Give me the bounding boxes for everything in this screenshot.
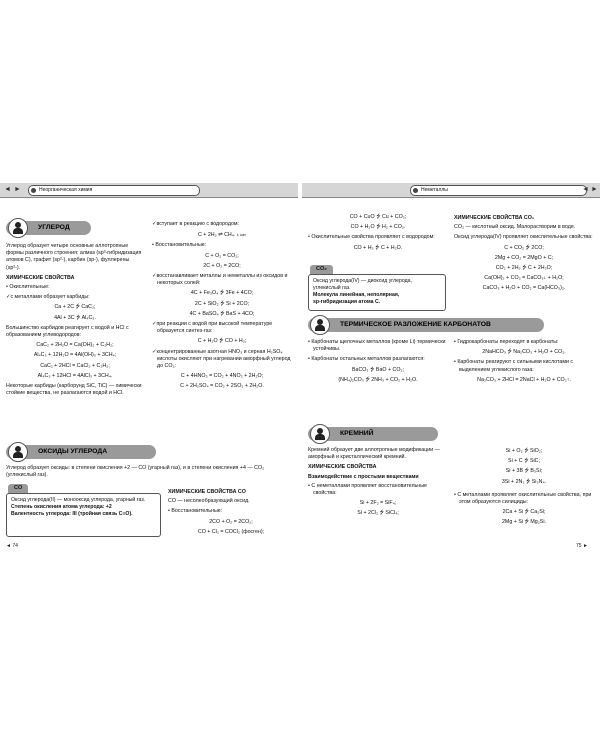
equation-text: C + 2H₂ ⇌ CH₄. bbox=[198, 232, 236, 239]
right-page-number: 75 ► bbox=[576, 543, 588, 549]
equation: 4Al + 3C ⭍ Al₄C₃. bbox=[54, 314, 96, 321]
co2-box-line: sp-гибридизация атома С. bbox=[313, 299, 381, 305]
carbon-intro: Углерод образует четыре основные аллотропные формы различного строения: алмаз (sp³-гибридизация атомов С), графит (sp²-), карбин (sp-), фуллерены (sp²-). bbox=[6, 243, 142, 271]
silicon-column-2 bbox=[454, 447, 594, 530]
equation: 2NaHCO₃ ⭍ Na₂CO₃ + H₂O + CO₂. bbox=[482, 349, 566, 356]
co2-infobox bbox=[308, 274, 446, 311]
equation: 3Si + 2N₂ ⭍ Si₃N₄. bbox=[501, 478, 547, 485]
decomposition-column-1 bbox=[308, 339, 448, 387]
equation: C + 2H₂SO₄ = CO₂ + 2SO₂ + 2H₂O. bbox=[180, 383, 264, 390]
student-icon bbox=[310, 424, 330, 444]
equation: Si + 2Cl₂ ⭍ SiCl₄; bbox=[357, 510, 399, 517]
acids-note: ✓концентрированные азотная HNO₃ и серная H₂SO₄ кислоты окисляют при нагревании аморфный углерод до CO₂: bbox=[152, 348, 291, 370]
co-box-line: Оксид углерода(II) — монооксид углерода, угарный газ. bbox=[11, 497, 146, 503]
silicon-chem-title: ХИМИЧЕСКИЕ СВОЙСТВА bbox=[308, 464, 377, 471]
decomposition-note: • Карбонаты щелочных металлов (кроме Li) термически устойчивы. bbox=[308, 339, 446, 353]
equation: (NH₄)₂CO₃ ⭍ 2NH₃ + CO₂ + H₂O. bbox=[338, 376, 418, 383]
equation: Ca(OH)₂ + CO₂ = CaCO₃↓ + H₂O; bbox=[484, 275, 564, 282]
section-carbon bbox=[6, 221, 91, 235]
co-chem-title: ХИМИЧЕСКИЕ СВОЙСТВА CO bbox=[168, 489, 246, 495]
co2-intro: CO₂ — кислотный оксид. Малорастворим в воде. bbox=[454, 224, 576, 231]
section-silicon bbox=[308, 427, 438, 441]
next-arrow-icon[interactable]: ► bbox=[591, 186, 598, 193]
left-header-title: Неорганическая химия bbox=[39, 187, 93, 193]
reducing-title: • Восстановительные: bbox=[152, 242, 207, 249]
decomposition-note: • Карбонаты остальных металлов разлагаются: bbox=[308, 356, 425, 363]
equation: 2Mg + CO₂ = 2MgO + C; bbox=[494, 254, 554, 261]
section-decomposition-title: ТЕРМИЧЕСКОЕ РАЗЛОЖЕНИЕ КАРБОНАТОВ bbox=[340, 321, 491, 328]
co2-box-line: Оксид углерода(IV) — диоксид углерода, углекислый газ. bbox=[313, 278, 412, 291]
co-box-line: Валентность углерода: III (тройная связь C≡O). bbox=[11, 511, 133, 517]
equation: 2CO + O₂ = 2CO₂; bbox=[209, 518, 253, 525]
co-reducing-title: • Восстановительные: bbox=[168, 508, 223, 515]
co2-box-line: Молекула линейная, неполярная, bbox=[313, 292, 400, 298]
left-page bbox=[0, 183, 298, 553]
carbon-column-1 bbox=[6, 243, 144, 400]
equation: 2C + O₂ = 2CO; bbox=[203, 262, 241, 269]
co2-tag: CO₂ bbox=[310, 265, 333, 274]
co2-oxidizing: Оксид углерода(IV) проявляет окислительные свойства: bbox=[454, 234, 593, 241]
silicon-metals-note: • С металлами проявляет окислительные свойства, при этом образуются силициды: bbox=[454, 491, 592, 506]
section-oxides bbox=[6, 445, 156, 459]
section-title-pill bbox=[28, 185, 200, 196]
equation: C + CO₂ ⭍ 2CO; bbox=[504, 244, 544, 251]
bullet-icon bbox=[413, 188, 418, 193]
right-page bbox=[302, 183, 600, 553]
equation: 2Mg + Si ⭍ Mg₂Si. bbox=[501, 519, 546, 526]
silicon-simple-title: Взаимодействие с простыми веществами bbox=[308, 473, 419, 480]
co-box-line: Степень окисления атома углерода: +2 bbox=[11, 504, 112, 510]
equation: CO + H₂ ⭍ C + H₂O. bbox=[353, 244, 403, 251]
bullet-icon bbox=[31, 188, 36, 193]
equation: 4C + BaSO₄ ⭍ BaS + 4CO; bbox=[189, 310, 255, 317]
equation: CO + CuO ⭍ Cu + CO₂; bbox=[349, 214, 407, 220]
left-header-bar bbox=[0, 183, 298, 198]
equation: Si + C ⭍ SiC; bbox=[508, 458, 540, 465]
oxides-intro bbox=[6, 465, 292, 482]
decomposition-note: • Гидрокарбонаты переходят в карбонаты: bbox=[454, 339, 559, 345]
prev-arrow-icon[interactable]: ◄ bbox=[582, 186, 589, 193]
equation: C + O₂ = CO₂; bbox=[205, 252, 239, 259]
right-header-title: Неметаллы bbox=[421, 187, 448, 193]
equation: Si + O₂ ⭍ SiO₂; bbox=[505, 448, 543, 454]
equation: 2Ca + Si ⭍ Ca₂Si; bbox=[502, 509, 546, 516]
student-icon bbox=[8, 218, 28, 238]
co-tag: CO bbox=[8, 484, 28, 493]
silicon-column-1 bbox=[308, 447, 448, 521]
prev-arrow-icon[interactable]: ◄ bbox=[4, 186, 11, 193]
equation: CO + H₂O ⭍ H₂ + CO₂. bbox=[350, 224, 406, 231]
hydrolysis-note: Большинство карбидов реагирует с водой и HCl с образованием углеводородов: bbox=[6, 324, 129, 339]
decomposition-column-2 bbox=[454, 339, 594, 387]
section-decomposition bbox=[308, 318, 544, 332]
equation: C + 4HNO₃ = CO₂ + 4NO₂ + 2H₂O; bbox=[180, 373, 264, 380]
carbides-note: ✓с металлами образует карбиды: bbox=[6, 294, 90, 301]
reduces-metals-note: ✓восстанавливает металлы и неметаллы из оксидов и некоторых солей: bbox=[152, 273, 288, 287]
equation: Al₄C₃ + 12HCl = 4AlCl₃ + 3CH₄. bbox=[37, 372, 113, 379]
equation: CO + Cl₂ = COCl₂ (фосген); bbox=[197, 528, 265, 535]
carbon-column-2 bbox=[152, 221, 292, 394]
co-oxidizing-note: • Окислительные свойства проявляет с водородом: bbox=[308, 234, 435, 241]
co2-chem-column bbox=[454, 213, 594, 296]
carbon-chem-title: ХИМИЧЕСКИЕ СВОЙСТВА bbox=[6, 274, 75, 281]
student-icon bbox=[310, 315, 330, 335]
equation: 4C + Fe₃O₄ ⭍ 3Fe + 4CO; bbox=[190, 290, 254, 297]
section-carbon-title: УГЛЕРОД bbox=[38, 224, 70, 231]
equation: Al₄C₃ + 12H₂O = 4Al(OH)₃ + 3CH₄; bbox=[33, 352, 117, 359]
equation: BaCO₃ ⭍ BaO + CO₂; bbox=[351, 366, 405, 373]
stable-carbides-note: Некоторые карбиды (карборунд SiC, TiC) — химически стойкие вещества, не разлагаются водой и HCl. bbox=[6, 383, 142, 397]
equation: Na₂CO₃ + 2HCl = 2NaCl + H₂O + CO₂↑. bbox=[477, 376, 571, 383]
equation: C + H₂O ⭍ CO + H₂; bbox=[197, 338, 247, 345]
silicon-intro: Кремний образует две аллотропные модификации — аморфный и кристаллический кремний. bbox=[308, 447, 440, 461]
co-chem-text: CO — несолеобразующий оксид. bbox=[168, 498, 250, 505]
syngas-note: ✓при реакции с водой при высокой температуре образуется синтез-газ: bbox=[152, 321, 273, 335]
equation: CaC₂ + 2H₂O = Ca(OH)₂ + C₂H₂; bbox=[36, 342, 114, 349]
equation: Si + 2F₂ = SiF₄; bbox=[359, 500, 397, 507]
left-page-number: ◄ 74 bbox=[6, 543, 18, 549]
equation: 2C + SiO₂ ⭍ Si + 2CO; bbox=[194, 300, 250, 307]
co-chem-column bbox=[168, 487, 294, 539]
section-oxides-title: ОКСИДЫ УГЛЕРОДА bbox=[38, 448, 108, 455]
hydrogen-reaction-note: ✓вступает в реакцию с водородом: bbox=[152, 221, 239, 227]
equation: CaC₂ + 2HCl = CaCl₂ + C₂H₂; bbox=[40, 362, 110, 369]
right-header-bar bbox=[302, 183, 600, 198]
equation: Si + 3B ⭍ B₃Si; bbox=[505, 468, 543, 475]
page-number: 74 bbox=[12, 543, 18, 549]
equation: Ca + 2C ⭍ CaC₂; bbox=[54, 304, 96, 311]
equation: CO₂ + 2H₂ ⭍ C + 2H₂O; bbox=[495, 265, 553, 272]
section-silicon-title: КРЕМНИЙ bbox=[340, 430, 374, 437]
equation bbox=[152, 231, 292, 239]
co-continued-column bbox=[308, 213, 448, 255]
silicon-nonmetals-note: • С неметаллами проявляет восстановительные свойства: bbox=[308, 482, 427, 497]
oxides-intro-text: Углерод образует оксиды: в степени окисления +2 — CO (угарный газ), и в степени окисления +4 — CO₂ (углекислый газ). bbox=[6, 465, 265, 479]
carbon-oxidizer: • Окислительные: bbox=[6, 284, 50, 291]
decomposition-note: • Карбонаты реагируют с сильными кислотами с выделением углекислого газа: bbox=[454, 359, 574, 373]
co-infobox bbox=[6, 493, 161, 537]
section-title-pill bbox=[410, 185, 587, 196]
equation: CaCO₃ + H₂O + CO₂ = Ca(HCO₃)₂. bbox=[482, 285, 566, 292]
page-number: 75 bbox=[576, 543, 582, 549]
book-spread bbox=[0, 183, 600, 553]
equation-condition: t, кат bbox=[236, 232, 246, 238]
student-icon bbox=[8, 442, 28, 462]
next-arrow-icon[interactable]: ► bbox=[14, 186, 21, 193]
co2-chem-title: ХИМИЧЕСКИЕ СВОЙСТВА CO₂ bbox=[454, 215, 535, 221]
